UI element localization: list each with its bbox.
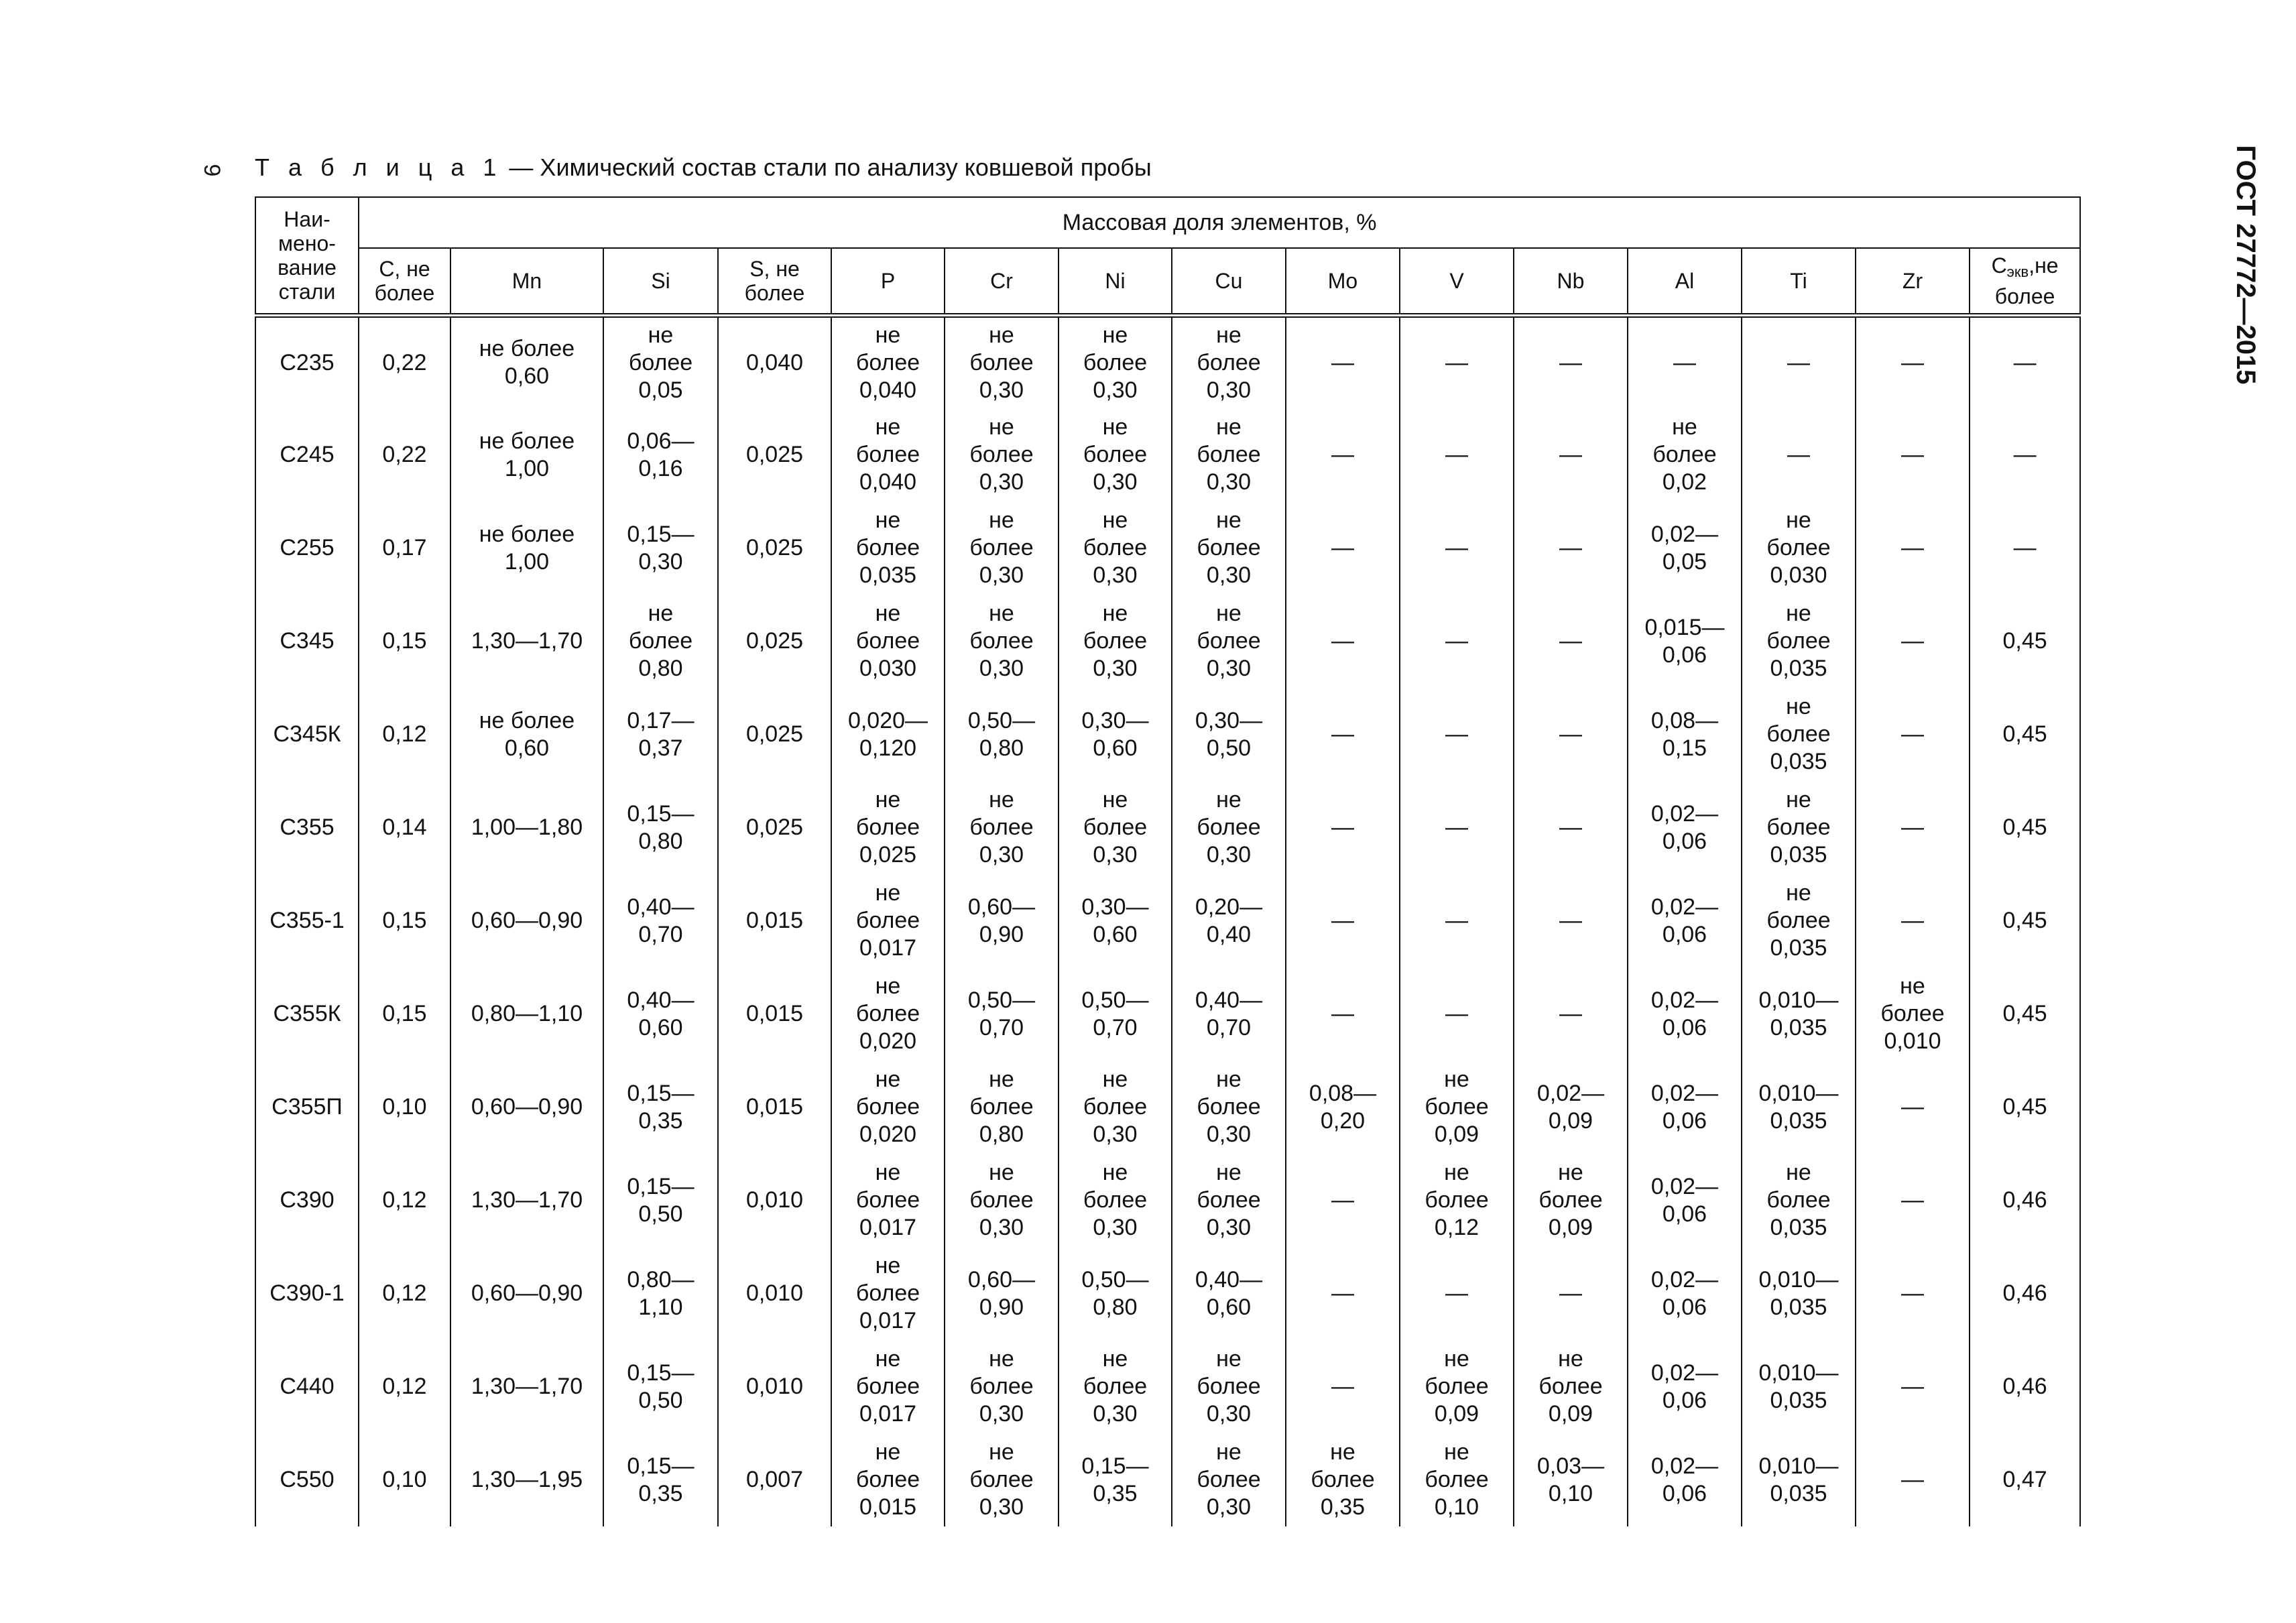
value-cell: 1,30—1,70	[450, 1340, 603, 1433]
value-cell: 0,40— 0,60	[1172, 1247, 1286, 1340]
value-cell: 0,47	[1970, 1433, 2080, 1526]
column-header: Zr	[1856, 248, 1970, 315]
page-number: 9	[199, 164, 225, 177]
value-cell: 0,02— 0,06	[1628, 1154, 1742, 1247]
value-cell: не более 0,10	[1400, 1433, 1514, 1526]
value-cell: 0,15— 0,35	[1059, 1433, 1172, 1526]
value-cell: 0,025	[718, 501, 831, 595]
value-cell: 1,30—1,95	[450, 1433, 603, 1526]
steel-grade-cell: С390	[255, 1154, 359, 1247]
value-cell: —	[1514, 688, 1628, 781]
value-cell: не более 0,60	[450, 315, 603, 408]
value-cell: 0,010— 0,035	[1742, 967, 1856, 1061]
value-cell: не более 0,30	[1059, 501, 1172, 595]
value-cell: не более 0,30	[1172, 781, 1286, 874]
table-row	[255, 1340, 2080, 1433]
value-cell: 0,17— 0,37	[603, 688, 718, 781]
value-cell: 0,12	[359, 1247, 450, 1340]
value-cell: 0,60— 0,90	[945, 874, 1059, 967]
value-cell: не более 0,60	[450, 688, 603, 781]
steel-name-header-text: Наи- мено- вание стали	[278, 206, 337, 304]
value-cell: 0,15— 0,50	[603, 1154, 718, 1247]
value-cell: 0,15	[359, 967, 450, 1061]
value-cell: не более 0,035	[1742, 688, 1856, 781]
value-cell: —	[1628, 315, 1742, 408]
value-cell: —	[1286, 688, 1400, 781]
value-cell: 0,50— 0,70	[945, 967, 1059, 1061]
value-cell: не более 0,30	[1059, 595, 1172, 688]
value-cell: 0,10	[359, 1061, 450, 1154]
steel-grade-cell: С235	[255, 315, 359, 408]
value-cell: не более 0,09	[1400, 1340, 1514, 1433]
column-header: S, не более	[718, 248, 831, 315]
value-cell: 0,12	[359, 1154, 450, 1247]
value-cell: —	[1742, 408, 1856, 501]
column-header: Nb	[1514, 248, 1628, 315]
value-cell: не более 0,30	[945, 501, 1059, 595]
value-cell: —	[1286, 1340, 1400, 1433]
value-cell: —	[1286, 967, 1400, 1061]
value-cell: 0,15— 0,80	[603, 781, 718, 874]
document-code: ГОСТ 27772—2015	[2231, 145, 2260, 385]
table-row	[255, 874, 2080, 967]
value-cell: не более 0,030	[831, 595, 945, 688]
value-cell: —	[1514, 408, 1628, 501]
value-cell: —	[1286, 874, 1400, 967]
value-cell: —	[1856, 1433, 1970, 1526]
steel-grade-cell: С345	[255, 595, 359, 688]
steel-grade-cell: С355П	[255, 1061, 359, 1154]
value-cell: 0,010— 0,035	[1742, 1247, 1856, 1340]
steel-grade-cell: С255	[255, 501, 359, 595]
value-cell: не более 0,30	[1059, 781, 1172, 874]
value-cell: —	[1400, 688, 1514, 781]
steel-grade-cell: С355	[255, 781, 359, 874]
value-cell: —	[1400, 595, 1514, 688]
value-cell: —	[1856, 315, 1970, 408]
value-cell: 0,007	[718, 1433, 831, 1526]
value-cell: 0,02— 0,06	[1628, 781, 1742, 874]
value-cell: 0,02— 0,06	[1628, 1433, 1742, 1526]
value-cell: не более 0,35	[1286, 1433, 1400, 1526]
value-cell: —	[1970, 408, 2080, 501]
value-cell: не более 0,040	[831, 408, 945, 501]
value-cell: 0,12	[359, 688, 450, 781]
value-cell: не более 0,020	[831, 1061, 945, 1154]
value-cell: не более 0,09	[1514, 1340, 1628, 1433]
ceq-header-text: ,не более	[1994, 253, 2059, 308]
value-cell: 0,12	[359, 1340, 450, 1433]
value-cell: не более 0,05	[603, 315, 718, 408]
value-cell: не более 0,80	[945, 1061, 1059, 1154]
value-cell: 0,08— 0,15	[1628, 688, 1742, 781]
value-cell: —	[1400, 781, 1514, 874]
value-cell: не более 0,30	[945, 781, 1059, 874]
value-cell: 0,15— 0,35	[603, 1433, 718, 1526]
column-header	[1970, 248, 2080, 315]
value-cell: 0,025	[718, 408, 831, 501]
chemical-composition-table	[255, 196, 2081, 1526]
value-cell: 0,010— 0,035	[1742, 1340, 1856, 1433]
value-cell: 0,015	[718, 1061, 831, 1154]
value-cell: —	[1400, 1247, 1514, 1340]
value-cell: не более 0,30	[945, 1340, 1059, 1433]
value-cell: —	[1856, 688, 1970, 781]
table-caption-label: Т а б л и ц а 1	[255, 154, 503, 181]
value-cell: 0,40— 0,70	[1172, 967, 1286, 1061]
value-cell: —	[1970, 501, 2080, 595]
value-cell: —	[1514, 967, 1628, 1061]
ceq-subscript: экв	[2006, 263, 2029, 280]
value-cell: 0,30— 0,60	[1059, 688, 1172, 781]
value-cell: 1,30—1,70	[450, 595, 603, 688]
value-cell: не более 0,30	[945, 595, 1059, 688]
column-header: Si	[603, 248, 718, 315]
value-cell: 0,50— 0,70	[1059, 967, 1172, 1061]
value-cell: не более 0,017	[831, 1154, 945, 1247]
value-cell: 0,60—0,90	[450, 1061, 603, 1154]
value-cell: —	[1856, 781, 1970, 874]
value-cell: —	[1856, 1154, 1970, 1247]
value-cell: 1,00—1,80	[450, 781, 603, 874]
table-row	[255, 781, 2080, 874]
value-cell: 1,30—1,70	[450, 1154, 603, 1247]
value-cell: 0,40— 0,70	[603, 874, 718, 967]
value-cell: 0,010	[718, 1247, 831, 1340]
value-cell: —	[1286, 781, 1400, 874]
value-cell: 0,15— 0,35	[603, 1061, 718, 1154]
value-cell: 0,10	[359, 1433, 450, 1526]
value-cell: —	[1856, 595, 1970, 688]
value-cell: —	[1514, 501, 1628, 595]
column-header: Mn	[450, 248, 603, 315]
value-cell: не более 0,30	[1172, 408, 1286, 501]
value-cell: не более 0,017	[831, 1340, 945, 1433]
value-cell: 0,17	[359, 501, 450, 595]
value-cell: не более 0,30	[1172, 595, 1286, 688]
value-cell: не более 0,30	[1172, 1154, 1286, 1247]
value-cell: 0,22	[359, 408, 450, 501]
steel-grade-cell: С245	[255, 408, 359, 501]
value-cell: 0,025	[718, 781, 831, 874]
value-cell: не более 0,30	[1059, 315, 1172, 408]
value-cell: 0,025	[718, 688, 831, 781]
table-caption-title: — Химический состав стали по анализу ковшевой пробы	[502, 154, 1152, 181]
table-row	[255, 1061, 2080, 1154]
value-cell: 0,03— 0,10	[1514, 1433, 1628, 1526]
value-cell: —	[1856, 1340, 1970, 1433]
value-cell: 0,02— 0,06	[1628, 1340, 1742, 1433]
value-cell: 0,60—0,90	[450, 874, 603, 967]
value-cell: —	[1514, 781, 1628, 874]
table-row	[255, 1433, 2080, 1526]
value-cell: 0,45	[1970, 781, 2080, 874]
steel-grade-cell: С345К	[255, 688, 359, 781]
value-cell: не более 0,020	[831, 967, 945, 1061]
steel-grade-cell: С355-1	[255, 874, 359, 967]
value-cell: 0,30— 0,50	[1172, 688, 1286, 781]
table-row	[255, 315, 2080, 408]
value-cell: 0,46	[1970, 1247, 2080, 1340]
value-cell: 0,22	[359, 315, 450, 408]
value-cell: 0,45	[1970, 1061, 2080, 1154]
value-cell: 0,02— 0,05	[1628, 501, 1742, 595]
value-cell: не более 0,30	[1172, 315, 1286, 408]
value-cell: не более 0,017	[831, 874, 945, 967]
value-cell: 0,60— 0,90	[945, 1247, 1059, 1340]
value-cell: 0,50— 0,80	[1059, 1247, 1172, 1340]
value-cell: 0,40— 0,60	[603, 967, 718, 1061]
value-cell: —	[1742, 315, 1856, 408]
ceq-symbol: C	[1991, 253, 2007, 278]
table-row	[255, 595, 2080, 688]
steel-grade-cell: С440	[255, 1340, 359, 1433]
value-cell: не более 0,30	[945, 1154, 1059, 1247]
table-row	[255, 1247, 2080, 1340]
value-cell: не более 0,30	[1059, 1154, 1172, 1247]
value-cell: —	[1286, 315, 1400, 408]
value-cell: —	[1400, 315, 1514, 408]
value-cell: —	[1856, 408, 1970, 501]
column-header: Cr	[945, 248, 1059, 315]
table-row	[255, 688, 2080, 781]
value-cell: не более 0,09	[1514, 1154, 1628, 1247]
value-cell: 0,46	[1970, 1154, 2080, 1247]
value-cell: не более 0,30	[1059, 408, 1172, 501]
steel-grade-cell: С550	[255, 1433, 359, 1526]
value-cell: 0,015— 0,06	[1628, 595, 1742, 688]
value-cell: не более 0,30	[1172, 1061, 1286, 1154]
value-cell: не более 0,30	[1059, 1061, 1172, 1154]
value-cell: не более 0,035	[1742, 1154, 1856, 1247]
value-cell: не более 0,80	[603, 595, 718, 688]
value-cell: не более 0,035	[1742, 874, 1856, 967]
value-cell: не более 0,09	[1400, 1061, 1514, 1154]
value-cell: 0,02— 0,06	[1628, 1247, 1742, 1340]
value-cell: —	[1514, 1247, 1628, 1340]
value-cell: 0,06— 0,16	[603, 408, 718, 501]
value-cell: 0,040	[718, 315, 831, 408]
mass-fraction-header: Массовая доля элементов, %	[359, 197, 2080, 248]
table-row	[255, 1154, 2080, 1247]
value-cell: —	[1970, 315, 2080, 408]
value-cell: не более 0,30	[1172, 501, 1286, 595]
steel-name-header	[255, 197, 359, 315]
value-cell: —	[1856, 1247, 1970, 1340]
value-cell: —	[1400, 967, 1514, 1061]
value-cell: 0,45	[1970, 967, 2080, 1061]
value-cell: 0,08— 0,20	[1286, 1061, 1400, 1154]
table-row	[255, 408, 2080, 501]
value-cell: не более 0,017	[831, 1247, 945, 1340]
value-cell: 0,025	[718, 595, 831, 688]
value-cell: не более 0,30	[1172, 1433, 1286, 1526]
column-header: Ti	[1742, 248, 1856, 315]
value-cell: —	[1400, 874, 1514, 967]
value-cell: 0,010— 0,035	[1742, 1061, 1856, 1154]
value-cell: 0,14	[359, 781, 450, 874]
value-cell: 0,60—0,90	[450, 1247, 603, 1340]
value-cell: 0,15— 0,50	[603, 1340, 718, 1433]
value-cell: не более 0,040	[831, 315, 945, 408]
value-cell: —	[1286, 501, 1400, 595]
value-cell: 0,020— 0,120	[831, 688, 945, 781]
value-cell: —	[1514, 315, 1628, 408]
value-cell: 0,015	[718, 874, 831, 967]
value-cell: не более 0,02	[1628, 408, 1742, 501]
column-header: P	[831, 248, 945, 315]
value-cell: 0,02— 0,06	[1628, 1061, 1742, 1154]
column-header: Mo	[1286, 248, 1400, 315]
value-cell: —	[1286, 1154, 1400, 1247]
value-cell: не более 0,035	[1742, 595, 1856, 688]
steel-grade-cell: С355К	[255, 967, 359, 1061]
table-row	[255, 501, 2080, 595]
value-cell: не более 0,035	[1742, 781, 1856, 874]
value-cell: —	[1856, 1061, 1970, 1154]
value-cell: не более 0,30	[945, 408, 1059, 501]
value-cell: 0,010	[718, 1340, 831, 1433]
value-cell: 0,15	[359, 874, 450, 967]
value-cell: не более 0,12	[1400, 1154, 1514, 1247]
table-row	[255, 967, 2080, 1061]
value-cell: не более 0,035	[831, 501, 945, 595]
value-cell: —	[1400, 501, 1514, 595]
value-cell: —	[1286, 595, 1400, 688]
value-cell: —	[1514, 595, 1628, 688]
column-header: C, не более	[359, 248, 450, 315]
value-cell: 0,45	[1970, 874, 2080, 967]
value-cell: 0,02— 0,06	[1628, 967, 1742, 1061]
value-cell: не более 0,010	[1856, 967, 1970, 1061]
value-cell: 0,45	[1970, 595, 2080, 688]
value-cell: 0,50— 0,80	[945, 688, 1059, 781]
value-cell: 0,80— 1,10	[603, 1247, 718, 1340]
column-header: Ni	[1059, 248, 1172, 315]
value-cell: не более 0,030	[1742, 501, 1856, 595]
value-cell: 0,010— 0,035	[1742, 1433, 1856, 1526]
value-cell: не более 0,30	[945, 1433, 1059, 1526]
value-cell: 0,010	[718, 1154, 831, 1247]
value-cell: не более 0,015	[831, 1433, 945, 1526]
column-header: Cu	[1172, 248, 1286, 315]
value-cell: —	[1400, 408, 1514, 501]
value-cell: 0,20— 0,40	[1172, 874, 1286, 967]
value-cell: —	[1286, 408, 1400, 501]
value-cell: не более 1,00	[450, 501, 603, 595]
value-cell: —	[1856, 501, 1970, 595]
steel-grade-cell: С390-1	[255, 1247, 359, 1340]
value-cell: —	[1856, 874, 1970, 967]
value-cell: не более 0,30	[1172, 1340, 1286, 1433]
value-cell: —	[1286, 1247, 1400, 1340]
value-cell: 0,45	[1970, 688, 2080, 781]
value-cell: 0,15	[359, 595, 450, 688]
column-header: V	[1400, 248, 1514, 315]
value-cell: не более 0,30	[1059, 1340, 1172, 1433]
value-cell: 0,015	[718, 967, 831, 1061]
value-cell: 0,46	[1970, 1340, 2080, 1433]
column-header: Al	[1628, 248, 1742, 315]
value-cell: 0,30— 0,60	[1059, 874, 1172, 967]
value-cell: 0,80—1,10	[450, 967, 603, 1061]
value-cell: не более 0,30	[945, 315, 1059, 408]
value-cell: не более 1,00	[450, 408, 603, 501]
value-cell: 0,02— 0,06	[1628, 874, 1742, 967]
value-cell: 0,15— 0,30	[603, 501, 718, 595]
value-cell: не более 0,025	[831, 781, 945, 874]
table-caption	[255, 152, 1152, 184]
value-cell: 0,02— 0,09	[1514, 1061, 1628, 1154]
value-cell: —	[1514, 874, 1628, 967]
